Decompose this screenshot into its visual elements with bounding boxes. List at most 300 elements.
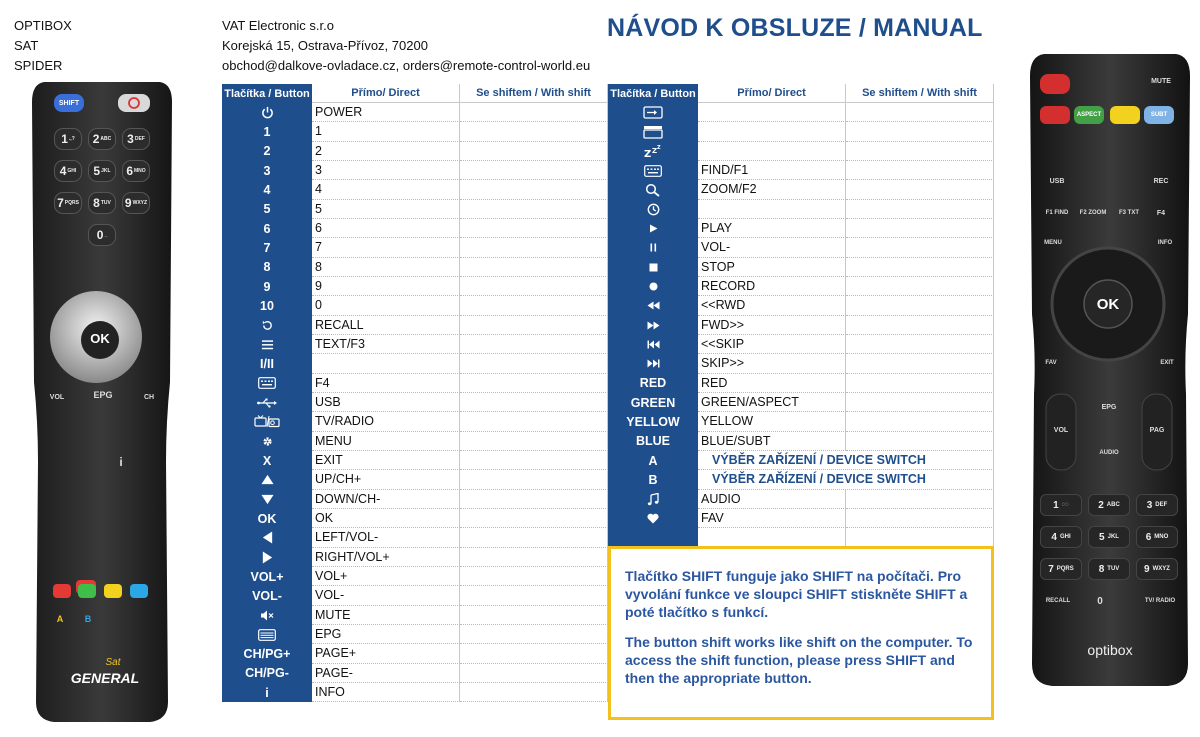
table-row — [222, 161, 608, 180]
direct-function-cell: FWD>> — [698, 316, 846, 335]
button-cell — [222, 644, 312, 663]
svg-text:Z: Z — [652, 147, 658, 156]
button-cell — [608, 528, 698, 547]
key-5: 5 — [263, 202, 271, 217]
button-cell — [608, 335, 698, 354]
table-row — [222, 567, 608, 586]
digit-label: 5 — [93, 164, 101, 178]
list-icon — [261, 339, 274, 351]
record-icon — [649, 282, 658, 291]
digit-letters: _ — [104, 232, 108, 238]
key-3: 3 — [263, 163, 271, 178]
button-cell — [608, 161, 698, 180]
button-cell — [608, 277, 698, 296]
table-row — [608, 296, 994, 315]
digit-1-button[interactable] — [1040, 494, 1082, 516]
key-vol: VOL+ — [250, 569, 284, 584]
shift-function-cell — [460, 644, 608, 663]
direct-function-cell: RIGHT/VOL+ — [312, 548, 460, 567]
button-table-right — [608, 84, 994, 548]
table-row — [222, 412, 608, 431]
shift-function-cell — [846, 161, 994, 180]
aspect-button[interactable]: ASPECT — [1076, 112, 1102, 118]
key-green: GREEN — [630, 395, 676, 410]
direct-function-cell: <<RWD — [698, 296, 846, 315]
shift-function-cell — [846, 238, 994, 257]
button-cell — [608, 412, 698, 431]
stop-icon — [649, 263, 658, 272]
digit-letters: PQRS — [1056, 566, 1074, 572]
search-icon — [645, 183, 661, 197]
table-row — [608, 412, 994, 431]
digit-label: 3 — [1146, 499, 1153, 511]
company-info — [222, 16, 590, 76]
digit-0-button[interactable]: 0 — [1097, 595, 1103, 607]
power-icon — [261, 106, 274, 119]
usb-button[interactable]: USB — [1049, 177, 1065, 185]
button-cell — [222, 200, 312, 219]
digit-label: 9 — [124, 196, 132, 210]
direct-function-cell: 5 — [312, 200, 460, 219]
ok-button[interactable]: OK — [1096, 295, 1120, 313]
digit-label: 0 — [96, 228, 104, 242]
table-row — [608, 451, 994, 470]
direct-function-cell: VOL- — [698, 238, 846, 257]
table-row — [222, 586, 608, 605]
shift-function-cell — [460, 335, 608, 354]
forward-icon — [647, 321, 660, 330]
button-cell — [222, 625, 312, 644]
direct-function-cell: VOL+ — [312, 567, 460, 586]
shift-function-cell — [460, 625, 608, 644]
digit-letters: DEF — [1155, 502, 1168, 508]
shift-function-cell — [460, 683, 608, 702]
table-row — [608, 180, 994, 199]
digit-9-button[interactable] — [122, 192, 150, 214]
digit-2-button[interactable] — [88, 128, 116, 150]
direct-function-cell: VÝBĚR ZAŘÍZENÍ / DEVICE SWITCH — [698, 470, 994, 489]
digit-letters: TUV — [1107, 566, 1120, 572]
button-cell — [608, 470, 698, 489]
subt-button[interactable]: SUBT — [1150, 112, 1168, 118]
digit-6-button[interactable] — [1136, 526, 1178, 548]
svg-text:Z: Z — [644, 149, 652, 159]
shift-function-cell — [460, 296, 608, 315]
direct-function-cell — [698, 103, 846, 122]
shift-function-cell — [846, 490, 994, 509]
left-icon — [262, 531, 273, 544]
shift-function-cell — [460, 664, 608, 683]
digit-label: 4 — [1051, 531, 1057, 543]
gear-icon — [261, 435, 274, 448]
digit-7-button[interactable] — [1040, 558, 1082, 580]
digit-letters: GHI — [67, 168, 77, 174]
shift-function-cell — [460, 509, 608, 528]
txt-button[interactable]: F3 TXT — [1118, 210, 1139, 216]
direct-function-cell: OK — [312, 509, 460, 528]
shift-function-cell — [460, 142, 608, 161]
digit-5-button[interactable] — [88, 160, 116, 182]
key-6: 6 — [263, 221, 271, 236]
key-1: 1 — [263, 124, 271, 139]
rewind-icon — [647, 301, 660, 310]
table-row — [222, 644, 608, 663]
table-row — [222, 625, 608, 644]
company-emails: obchod@dalkove-ovladace.cz, orders@remote-control-world.eu — [222, 58, 591, 73]
shift-note-cz: Tlačítko SHIFT funguje jako SHIFT na počítači. Pro vyvolání funkce ve sloupci SHIFT stiskněte SHIFT a poté tlačítko s funkcí. — [625, 568, 968, 620]
digit-letters: ABC — [100, 136, 112, 142]
right-icon — [262, 551, 273, 564]
direct-function-cell: 2 — [312, 142, 460, 161]
skip-forward-icon — [647, 359, 660, 368]
table-row — [608, 200, 994, 219]
pause-icon — [649, 243, 658, 252]
button-cell — [608, 180, 698, 199]
col-button-header: Tlačítka / Button — [608, 84, 698, 103]
digit-8-button[interactable] — [1088, 558, 1130, 580]
digit-label: 8 — [93, 196, 100, 210]
usb-icon — [257, 398, 277, 408]
digit-letters: DEF — [134, 136, 145, 142]
table-row — [222, 258, 608, 277]
exit-button[interactable]: EXIT — [1160, 360, 1174, 366]
company-name: VAT Electronic s.r.o — [222, 18, 334, 33]
brand-general: GENERAL — [70, 670, 140, 686]
digit-letters: MNO — [1154, 534, 1169, 540]
button-cell — [222, 374, 312, 393]
table-row — [222, 374, 608, 393]
direct-function-cell: GREEN/ASPECT — [698, 393, 846, 412]
recall-button[interactable]: RECALL — [1045, 598, 1071, 604]
company-address: Korejská 15, Ostrava-Přívoz, 70200 — [222, 38, 428, 53]
digit-letters: ABC — [1106, 502, 1120, 508]
shift-function-cell — [460, 122, 608, 141]
direct-function-cell: VOL- — [312, 586, 460, 605]
table-row — [222, 316, 608, 335]
button-cell — [222, 354, 312, 373]
col-direct-header: Přímo/ Direct — [698, 84, 846, 103]
table-row — [222, 335, 608, 354]
col-button-header: Tlačítka / Button — [222, 84, 312, 103]
play-icon — [649, 224, 658, 233]
shift-function-cell — [460, 528, 608, 547]
direct-function-cell: USB — [312, 393, 460, 412]
key-ch-pg: CH/PG- — [245, 666, 289, 681]
button-cell — [222, 161, 312, 180]
button-cell — [608, 238, 698, 257]
table-row — [222, 200, 608, 219]
remote-optibox — [1028, 54, 1192, 686]
model-list — [14, 16, 72, 76]
ch-label: CH — [143, 393, 155, 401]
digit-label: 9 — [1144, 563, 1150, 575]
clock-icon — [647, 203, 660, 216]
digit-7-button[interactable] — [54, 192, 82, 214]
vol-label: VOL — [1053, 426, 1069, 434]
key-i: i — [265, 685, 269, 700]
key-ok: OK — [257, 511, 277, 526]
direct-function-cell: MENU — [312, 432, 460, 451]
shift-function-cell — [846, 509, 994, 528]
shift-function-cell — [846, 335, 994, 354]
shift-function-cell — [846, 393, 994, 412]
shift-function-cell — [460, 219, 608, 238]
key-ch-pg: CH/PG+ — [243, 646, 291, 661]
key-4: 4 — [263, 182, 271, 197]
digit-label: 5 — [1099, 531, 1105, 543]
shift-function-cell — [460, 432, 608, 451]
shift-function-cell — [846, 219, 994, 238]
direct-function-cell: STOP — [698, 258, 846, 277]
button-cell — [222, 219, 312, 238]
epg-icon — [258, 629, 276, 641]
svg-text:Z: Z — [657, 145, 661, 152]
digit-label: 2 — [92, 132, 100, 146]
epg-label: EPG — [93, 390, 113, 400]
digit-label: 7 — [57, 196, 64, 210]
digit-letters: JKL — [101, 168, 111, 174]
remote-general — [30, 82, 174, 722]
shift-function-cell — [460, 451, 608, 470]
shift-function-cell — [460, 354, 608, 373]
button-cell — [222, 103, 312, 122]
direct-function-cell: FIND/F1 — [698, 161, 846, 180]
key-vol: VOL- — [252, 588, 282, 603]
digit-4-button[interactable] — [1040, 526, 1082, 548]
key-2: 2 — [263, 144, 271, 159]
button-cell — [222, 180, 312, 199]
table-row — [608, 528, 994, 547]
button-cell — [222, 548, 312, 567]
screens-icon — [643, 125, 663, 139]
menu-button[interactable]: MENU — [1044, 240, 1062, 246]
digit-label: 7 — [1048, 563, 1054, 575]
digit-8-button[interactable] — [88, 192, 116, 214]
table-row — [608, 258, 994, 277]
digit-label: 6 — [126, 164, 133, 178]
direct-function-cell: PAGE- — [312, 664, 460, 683]
direct-function-cell: EPG — [312, 625, 460, 644]
direct-function-cell: 3 — [312, 161, 460, 180]
shift-button[interactable]: SHIFT — [58, 99, 80, 107]
table-row — [222, 528, 608, 547]
info-button[interactable]: i — [119, 455, 123, 469]
table-row — [222, 296, 608, 315]
direct-function-cell: BLUE/SUBT — [698, 432, 846, 451]
digit-5-button[interactable] — [1088, 526, 1130, 548]
direct-function-cell: INFO — [312, 683, 460, 702]
digit-3-button[interactable] — [1136, 494, 1178, 516]
table-row — [608, 354, 994, 373]
table-header — [608, 84, 994, 103]
digit-2-button[interactable] — [1088, 494, 1130, 516]
audio-button[interactable]: AUDIO — [1099, 450, 1119, 456]
col-shift-header: Se shiftem / With shift — [846, 84, 994, 103]
key-blue: BLUE — [635, 434, 671, 449]
direct-function-cell: 7 — [312, 238, 460, 257]
button-cell — [222, 470, 312, 489]
tvradio-button[interactable]: TV/ RADIO — [1144, 598, 1176, 604]
keyboard-icon — [644, 165, 662, 177]
input-icon — [643, 106, 663, 119]
direct-function-cell: DOWN/CH- — [312, 490, 460, 509]
button-cell — [608, 142, 698, 161]
fav-button[interactable]: FAV — [1045, 360, 1057, 366]
ok-button[interactable]: OK — [90, 330, 110, 346]
col-direct-header: Přímo/ Direct — [312, 84, 460, 103]
direct-function-cell: LEFT/VOL- — [312, 528, 460, 547]
direct-function-cell: SKIP>> — [698, 354, 846, 373]
button-cell — [222, 238, 312, 257]
shift-note-en: The button shift works like shift on the computer. To access the shift function, please press SHIFT and then the appropriate button. — [625, 634, 973, 686]
direct-function-cell: 1 — [312, 122, 460, 141]
shift-function-cell — [846, 122, 994, 141]
button-cell — [222, 412, 312, 431]
sleep-icon — [643, 144, 663, 158]
shift-function-cell — [460, 200, 608, 219]
shift-function-cell — [460, 393, 608, 412]
table-row — [222, 142, 608, 161]
button-cell — [222, 664, 312, 683]
digit-label: 3 — [127, 132, 134, 146]
epg-button[interactable]: EPG — [1101, 403, 1117, 411]
direct-function-cell: EXIT — [312, 451, 460, 470]
shift-function-cell — [846, 354, 994, 373]
button-cell — [222, 586, 312, 605]
digit-4-button[interactable] — [54, 160, 82, 182]
key-7: 7 — [263, 240, 271, 255]
table-row — [222, 180, 608, 199]
button-cell — [608, 103, 698, 122]
table-row — [222, 238, 608, 257]
digit-letters: PQRS — [64, 200, 79, 206]
info-button[interactable]: INFO — [1157, 240, 1173, 246]
direct-function-cell: 8 — [312, 258, 460, 277]
button-cell — [608, 451, 698, 470]
digit-3-button[interactable] — [122, 128, 150, 150]
direct-function-cell — [698, 528, 846, 547]
button-cell — [222, 393, 312, 412]
button-cell — [608, 316, 698, 335]
keyboard-icon — [258, 377, 276, 389]
button-cell — [608, 296, 698, 315]
table-row — [608, 374, 994, 393]
f4-button[interactable]: F4 — [1156, 209, 1166, 217]
button-cell — [222, 258, 312, 277]
table-row — [608, 470, 994, 489]
direct-function-cell: 0 — [312, 296, 460, 315]
shift-function-cell — [846, 103, 994, 122]
button-cell — [608, 354, 698, 373]
button-cell — [608, 393, 698, 412]
key-i-ii: I/II — [260, 356, 274, 371]
digit-letters: WXYZ — [1152, 566, 1170, 572]
digit-letters: ◌◌ — [1061, 502, 1069, 508]
direct-function-cell: POWER — [312, 103, 460, 122]
table-row — [222, 683, 608, 702]
shift-function-cell — [460, 567, 608, 586]
page-title: NÁVOD K OBSLUZE / MANUAL — [607, 14, 983, 42]
table-header — [222, 84, 608, 103]
skip-back-icon — [647, 340, 660, 349]
table-row — [222, 451, 608, 470]
digit-0-button[interactable] — [88, 224, 116, 246]
button-cell — [222, 509, 312, 528]
digit-9-button[interactable] — [1136, 558, 1178, 580]
digit-letters: WXYZ — [132, 200, 148, 206]
table-row — [608, 103, 994, 122]
shift-function-cell — [460, 412, 608, 431]
table-row — [608, 316, 994, 335]
button-cell — [222, 567, 312, 586]
shift-function-cell — [846, 258, 994, 277]
button-cell — [608, 200, 698, 219]
shift-function-cell — [846, 180, 994, 199]
digit-letters: GHI — [1059, 534, 1071, 540]
b-button[interactable]: B — [84, 614, 92, 624]
digit-letters: .,? — [68, 136, 75, 142]
button-cell — [222, 335, 312, 354]
shift-function-cell — [846, 412, 994, 431]
shift-function-cell — [460, 548, 608, 567]
button-cell — [222, 683, 312, 702]
direct-function-cell: FAV — [698, 509, 846, 528]
direct-function-cell: <<SKIP — [698, 335, 846, 354]
zoom-button[interactable]: F2 ZOOM — [1079, 210, 1107, 216]
find-button[interactable]: F1 FIND — [1045, 210, 1069, 216]
table-row — [222, 470, 608, 489]
rec-button[interactable]: REC — [1153, 177, 1169, 185]
button-cell — [222, 606, 312, 625]
table-row — [608, 142, 994, 161]
direct-function-cell — [698, 122, 846, 141]
shift-function-cell — [460, 258, 608, 277]
key-10: 10 — [260, 298, 274, 313]
table-row — [608, 335, 994, 354]
table-row — [608, 161, 994, 180]
digit-letters: TUV — [100, 200, 111, 206]
direct-function-cell: 9 — [312, 277, 460, 296]
direct-function-cell: 6 — [312, 219, 460, 238]
up-icon — [261, 474, 274, 485]
digit-letters: MNO — [134, 168, 146, 174]
model-line: SAT — [14, 38, 39, 53]
button-cell — [222, 316, 312, 335]
key-9: 9 — [263, 279, 271, 294]
mute-button[interactable]: MUTE — [1151, 77, 1171, 85]
button-cell — [608, 122, 698, 141]
direct-function-cell: TV/RADIO — [312, 412, 460, 431]
music-icon — [647, 493, 659, 506]
a-button[interactable]: A — [56, 614, 64, 624]
digit-6-button[interactable] — [122, 160, 150, 182]
digit-1-button[interactable] — [54, 128, 82, 150]
key-x: X — [262, 453, 272, 468]
button-cell — [608, 432, 698, 451]
digit-label: 1 — [61, 132, 68, 146]
shift-function-cell — [846, 296, 994, 315]
direct-function-cell — [698, 200, 846, 219]
tv-radio-icon — [254, 415, 280, 428]
table-row — [608, 490, 994, 509]
vol-label: VOL — [49, 393, 65, 401]
table-row — [222, 664, 608, 683]
shift-function-cell — [846, 432, 994, 451]
table-row — [608, 432, 994, 451]
shift-function-cell — [460, 161, 608, 180]
key-red: RED — [639, 376, 667, 391]
remote-optibox-body — [1028, 54, 1192, 686]
